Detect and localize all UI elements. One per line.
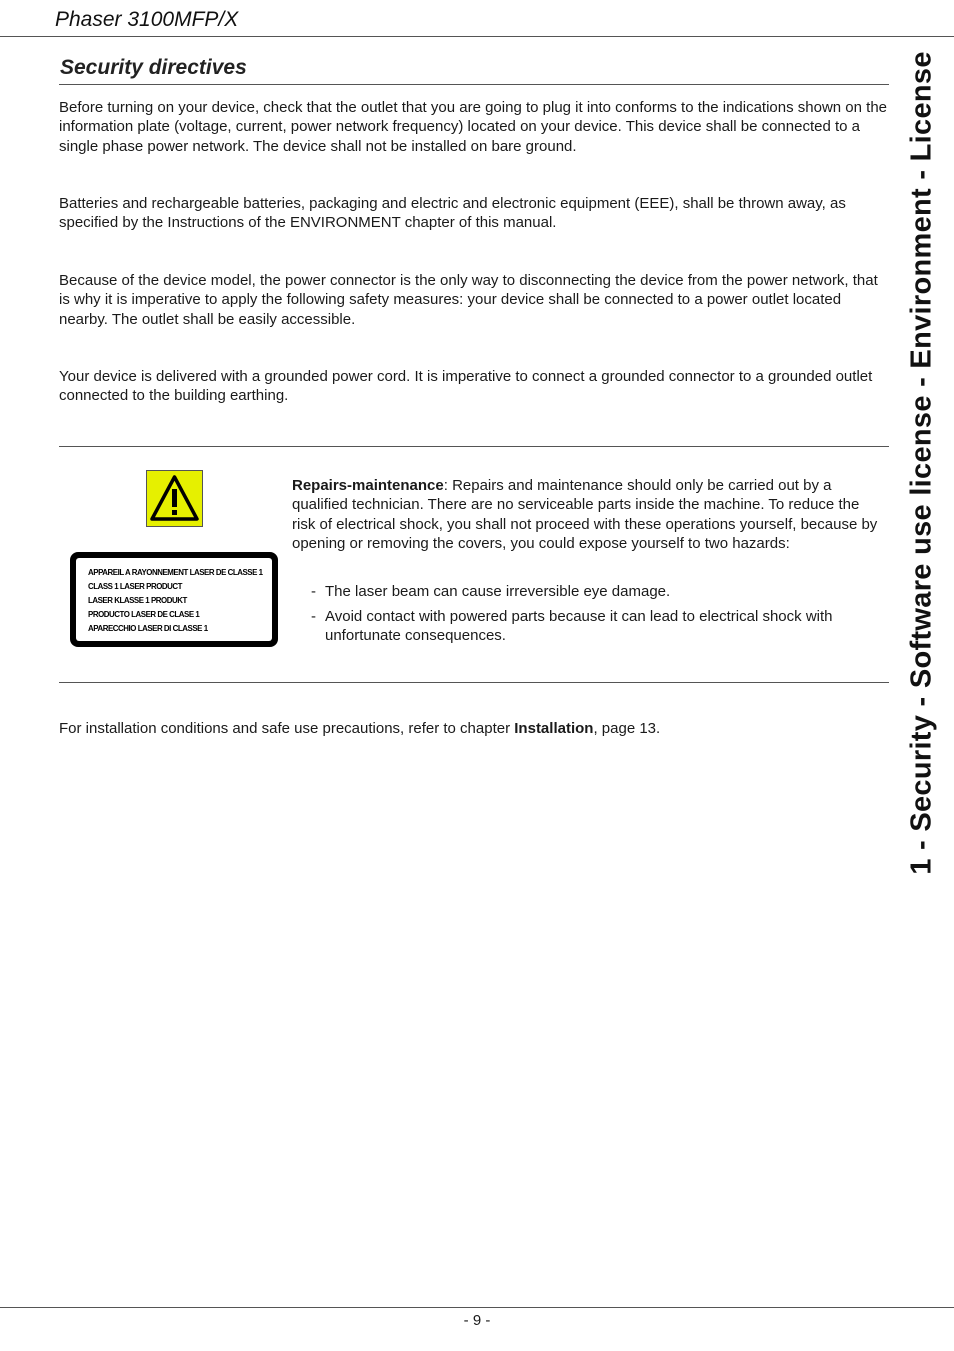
warning-triangle-icon [146,470,203,527]
warning-box-bottom-divider [59,682,889,683]
repairs-maintenance-body: : Repairs and maintenance should only be carried out by a qualified technician. There are no serviceable parts inside the machine. To reduce the risk of electrical shock, you shall not proceed with these operations yourself, because by opening or removing the covers, you could expose yourself to two hazards: [292,477,878,553]
section-title: Security directives [60,56,247,79]
paragraph-power-connector: Because of the device model, the power connector is the only way to disconnecting the device from the power network, that is why it is imperative to apply the following safety measures: your device shall be connected to a power outlet located nearby. The outlet shall be easily accessible. [59,272,878,328]
section-divider [59,84,889,85]
laser-label-line-it: APARECCHIO LASER DI CLASSE 1 [88,622,208,633]
repairs-maintenance-heading: Repairs-maintenance [292,477,444,494]
paragraph-power-outlet: Before turning on your device, check that the outlet that you are going to plug it into conforms to the indications shown on the information plate (voltage, current, power network frequency) located on your device. This device shall be connected to a single phase power network. The device shall not be installed on bare ground. [59,99,888,155]
paragraph-batteries: Batteries and rechargeable batteries, packaging and electric and electronic equipment (EEE), shall be thrown away, as specified by the Instructions of the ENVIRONMENT chapter of this manual. [59,195,846,232]
hazard-text-laser: The laser beam can cause irreversible eye damage. [325,583,671,600]
laser-class-label [70,552,278,647]
laser-class-label-inner [76,558,272,641]
chapter-side-tab-label: 1 - Security - Software use license - Environment - License [905,51,938,875]
hazard-text-electrical: Avoid contact with powered parts because it can lead to electrical shock with unfortunate consequences. [325,608,833,645]
paragraph-grounded-cord: Your device is delivered with a grounded power cord. It is imperative to connect a grounded connector to a grounded outlet connected to the building earthing. [59,368,873,405]
installation-note-prefix: For installation conditions and safe use precautions, refer to chapter [59,720,515,737]
hazard-item [308,582,884,601]
repairs-maintenance-text [292,476,884,554]
chapter-side-tab [893,51,951,875]
hazard-item [308,607,884,646]
installation-chapter-link[interactable]: Installation [514,720,594,737]
laser-label-line-en: CLASS 1 LASER PRODUCT [88,580,183,591]
footer-divider [0,1307,954,1308]
page-header-title: Phaser 3100MFP/X [55,8,239,31]
hazard-dash: - [311,608,316,625]
hazard-dash: - [311,583,316,600]
laser-label-line-de: LASER KLASSE 1 PRODUKT [88,594,187,605]
warning-box-top-divider [59,446,889,447]
installation-note-suffix: , page 13. [593,720,661,737]
installation-note [59,719,889,738]
laser-label-line-fr: APPAREIL A RAYONNEMENT LASER DE CLASSE 1 [88,567,263,577]
header-divider [0,36,954,37]
laser-label-line-es: PRODUCTO LASER DE CLASE 1 [88,608,200,619]
page-number: - 9 - [463,1312,491,1329]
